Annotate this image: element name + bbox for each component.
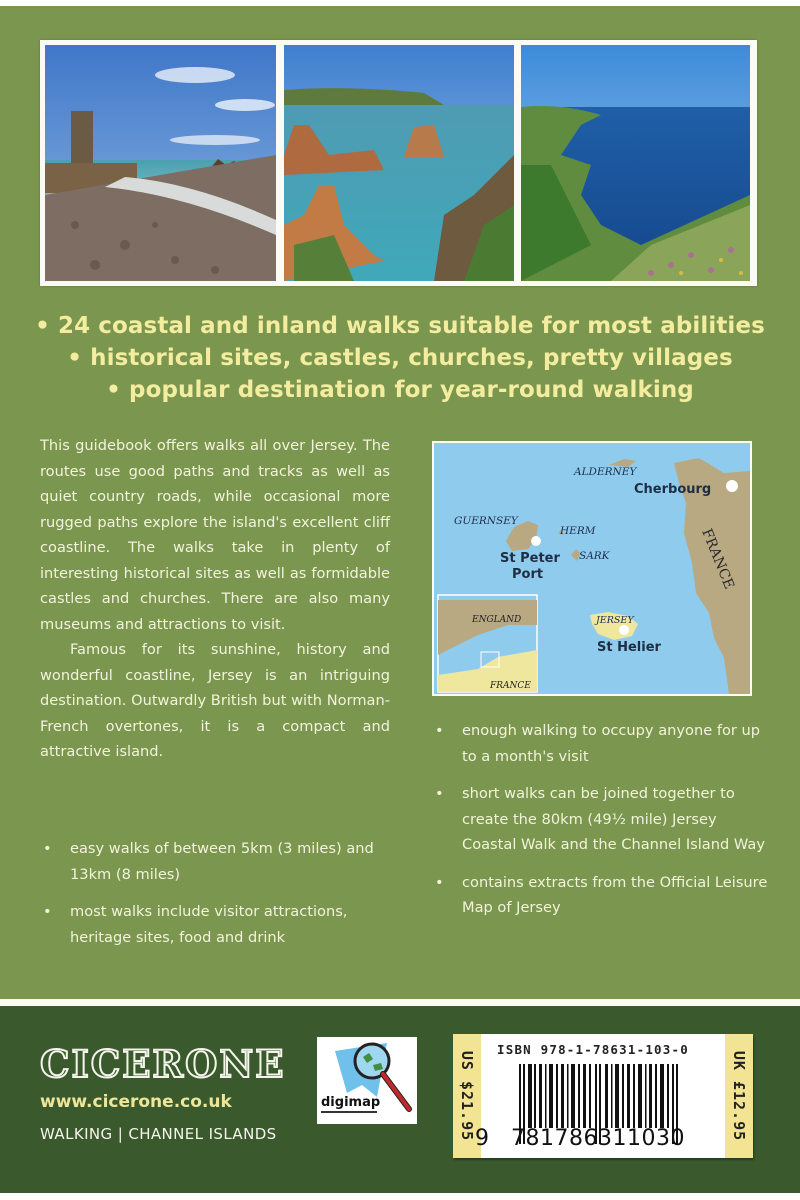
map-label-sark: SARK	[579, 550, 610, 562]
cicerone-logo: CICERONE	[40, 1042, 286, 1086]
map-inset-label-england: ENGLAND	[472, 615, 522, 625]
publisher-url[interactable]: www.cicerone.co.uk	[40, 1092, 232, 1112]
map-inset-label-france: FRANCE	[490, 681, 531, 691]
digimap-label: digimap	[321, 1095, 381, 1110]
bottom-edge	[0, 1193, 800, 1200]
headline-bullet-3: • popular destination for year-round walking	[106, 377, 694, 403]
category-tagline: WALKING | CHANNEL ISLANDS	[40, 1125, 277, 1143]
barcode-label	[453, 1034, 753, 1158]
bullet-icon: •	[43, 903, 52, 920]
map-label-guernsey: GUERNSEY	[454, 515, 518, 527]
map-label-cherbourg: Cherbourg	[634, 482, 712, 497]
list-item: • short walks can be joined together to create the 80km (49½ mile) Jersey Coastal Walk and the Channel Island Way	[432, 781, 772, 858]
map-label-st-helier: St Helier	[597, 640, 661, 655]
list-item: • contains extracts from the Official Leisure Map of Jersey	[432, 870, 772, 921]
photo-cliff-coastline	[521, 45, 750, 281]
ean-digits: 9 781786311030	[475, 1126, 685, 1151]
description-paragraph-1: This guidebook offers walks all over Jersey. The routes use good paths and tracks as well as quiet country roads, while occasional more rugged paths explore the island's excellent cliff coastline. The walks take in plenty of interesting historical sites as well as formidable castles and churches. There are also many museums and attractions to visit.	[40, 437, 390, 633]
publisher-footer	[0, 1006, 800, 1193]
bullet-icon: •	[435, 873, 444, 891]
digimap-logo	[317, 1037, 417, 1124]
feature-list-left	[40, 836, 400, 962]
channel-islands-map	[432, 441, 752, 696]
bullet-icon: •	[43, 840, 52, 857]
isbn-number: ISBN 978-1-78631-103-0	[497, 1042, 689, 1057]
us-price: US $21.95	[458, 1050, 476, 1142]
photo-tower-beach	[45, 45, 276, 281]
divider-stripe	[0, 999, 800, 1006]
list-item: • most walks include visitor attractions, heritage sites, food and drink	[40, 899, 400, 950]
list-item: • easy walks of between 5km (3 miles) and 13km (8 miles)	[40, 836, 400, 887]
map-label-st-peter-port-1: St Peter	[500, 551, 560, 566]
photo-sea-stacks	[284, 45, 514, 281]
headline-bullet-1: • 24 coastal and inland walks suitable for most abilities	[35, 313, 765, 339]
photo-strip	[40, 40, 757, 286]
map-label-herm: HERM	[560, 525, 596, 537]
bullet-icon: •	[435, 722, 444, 739]
feature-list-right	[432, 718, 772, 933]
description-paragraph-2: Famous for its sunshine, history and wonderful coastline, Jersey is an intriguing destination. Outwardly British but with Norman-French overtones, it is a compact and attractive island.	[40, 641, 390, 760]
headline-bullet-2: • historical sites, castles, churches, pretty villages	[67, 345, 733, 371]
map-label-jersey: JERSEY	[596, 615, 634, 626]
uk-price-strip	[725, 1034, 753, 1158]
uk-price: UK £12.95	[730, 1050, 748, 1142]
map-label-st-peter-port-2: Port	[512, 567, 544, 582]
map-label-alderney: ALDERNEY	[574, 466, 637, 478]
bullet-icon: •	[435, 785, 444, 802]
list-item: • enough walking to occupy anyone for up to a month's visit	[432, 718, 772, 769]
description	[40, 433, 390, 765]
map-label-france: FRANCE	[698, 526, 737, 592]
